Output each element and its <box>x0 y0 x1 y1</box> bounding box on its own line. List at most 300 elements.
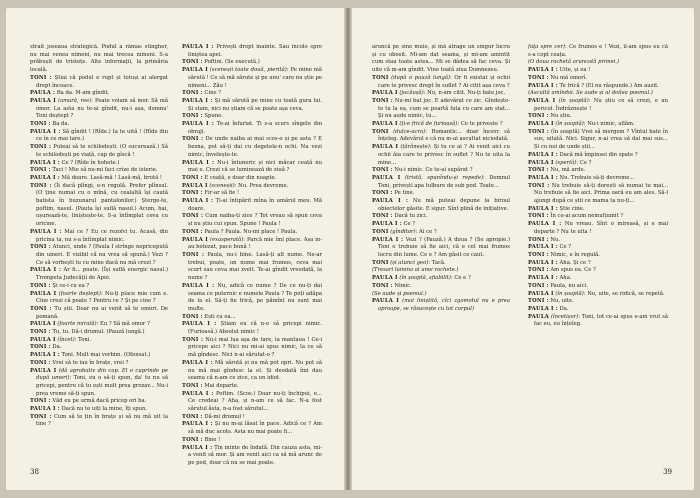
dialogue-line <box>30 352 168 360</box>
dialogue-text: Mă sărută și nu mă pot opri. Nu pot să nu mă mai gîndesc la el. Și deodată îmi dau seama că n-am ce zice, ca un idiot. <box>188 359 322 382</box>
speaker-name: PAULA I <box>528 121 554 128</box>
dialogue-line <box>182 59 322 67</box>
dialogue-line <box>372 267 510 275</box>
dialogue-line <box>182 383 322 391</box>
speaker-name: TONI : <box>182 413 203 420</box>
speaker-name: PAULA I : <box>30 228 62 235</box>
dialogue-text: aruncă pe sine muie, și mă atrage un singur lucru și cu obosit. Mi-am dat seama, și mi-am amintit cum stau toate astea... Mi se dădea să fac ceva. Și uite că m-am gîndit. Vine toată ziua Dumnezeu. <box>372 44 510 74</box>
dialogue-text: Cum naiba-ți zice ? Tot vreau să spun ceva și nu știu cui spun. Spune ! Paula ! <box>188 213 322 228</box>
dialogue-text: De unde naiba ai mai scos-o și pe asta ? E bezna, pot să-ți dai cu degetele-n ochi. Nu vezi nimic, învelește-te. <box>188 136 322 158</box>
dialogue-text: Nu mă omorî. <box>550 74 587 81</box>
right-page-column-1 <box>372 44 510 468</box>
speaker-name: PAULA I : <box>30 406 60 413</box>
dialogue-text: Să gîndit ! (Rîde.) Ia te uită ! (Rîde din ce în ce mai tare.) <box>36 128 168 143</box>
dialogue-line <box>528 129 668 152</box>
speaker-name: PAULA I : <box>182 44 214 50</box>
dialogue-text: Poftim. (Se execută.) <box>204 59 260 66</box>
dialogue-text: strait joseaua strategică. Podul a rămas stingher, nu mai venea nimeni, nu mai trecea nimeni. S-a prăbușit de tristețe. Alte informații, la primăria locală. <box>30 44 168 74</box>
dialogue-text: Dacă tu zici. <box>394 213 428 220</box>
dialogue-text: Paula ? Paula. Nu-mi place ! Paula. <box>204 228 298 235</box>
dialogue-line <box>182 175 322 183</box>
speaker-name: TONI : <box>528 213 549 220</box>
right-page-number: 39 <box>663 468 672 476</box>
dialogue-line <box>372 75 510 90</box>
stage-direction: (mai liniștită, cîci zgomotul nu e prea aproape, se răsucește cu tot corpul) <box>378 298 510 312</box>
dialogue-line <box>372 175 510 190</box>
dialogue-text: Aha. <box>559 275 572 282</box>
dialogue-line <box>528 98 668 113</box>
speaker-name: TONI <box>372 228 389 235</box>
dialogue-line <box>528 90 668 98</box>
dialogue-line <box>182 90 322 98</box>
dialogue-text: : Ce ? <box>576 159 592 166</box>
dialogue-text: : Nu, n-am citit. Nu-ți bate joc. <box>423 90 506 97</box>
speaker-name: PAULA I <box>182 182 208 189</box>
dialogue-text: Paula, nu aici. <box>550 282 588 289</box>
dialogue-text: Am spus ea. Ce ? <box>550 267 596 274</box>
speaker-name: PAULA I <box>372 275 398 282</box>
dialogue-text: : Toni, eu o să-ți spun, da' tu nu să pricepi, pentru că tu ești mult prea grozav... Nu-i prea vreme să-ți spun. <box>36 375 168 397</box>
dialogue-line <box>182 321 322 336</box>
dialogue-text: : Ai ce ? <box>415 228 437 235</box>
stage-direction: (jucăușă) <box>399 90 424 97</box>
dialogue-text: Ba da. <box>52 121 70 128</box>
dialogue-text: Taci ! Mie să nu-mi faci crize de isterie. <box>52 167 158 174</box>
speaker-name: PAULA I <box>372 174 401 181</box>
speaker-name: TONI : <box>182 136 204 143</box>
speaker-name: TONI : <box>182 436 203 443</box>
speaker-name: TONI : <box>30 413 52 420</box>
speaker-name: TONI : <box>372 213 393 220</box>
dialogue-line <box>182 437 322 445</box>
dialogue-text: Știai că podul e rupt și totuși ai alergat drept încoace. <box>36 74 168 89</box>
speaker-name: PAULA I <box>30 367 57 374</box>
dialogue-text: Dacă mă împinsei din spate ? <box>559 151 638 158</box>
dialogue-text: Pe tine. <box>394 190 415 197</box>
dialogue-text: Te-ai înfuriat. Ți s-a scurs sîngele din obraji. <box>188 121 322 135</box>
dialogue-text: : Eu ? Să mă omor ? <box>96 321 150 328</box>
dialogue-line <box>182 421 322 436</box>
dialogue-text: Toni. Mult mai vorbim. (Ofensat.) <box>61 352 151 359</box>
dialogue-text: Nu știu. <box>550 113 572 120</box>
speaker-name: TONI : <box>528 298 549 305</box>
speaker-name: PAULA I <box>372 121 398 128</box>
dialogue-line <box>30 167 168 175</box>
dialogue-text: : Nu. Prea devreme. <box>234 182 289 189</box>
dialogue-text: Paula, nu-i bine. Lasă-ți alt nume. Ne-ar trebui, poate, un nume mai frumos, ceva mai scurt sau ceva mai zvelt. Te-ai gîndit vreodată, la nume ? <box>188 251 322 282</box>
dialogue-line <box>30 368 168 399</box>
dialogue-line <box>182 198 322 213</box>
dialogue-line <box>182 360 322 383</box>
dialogue-text: Cum să te țin în brațe și să nu mă uit la tine ? <box>36 413 168 428</box>
speaker-name: TONI : <box>30 282 51 289</box>
speaker-name: PAULA I <box>30 336 56 343</box>
dialogue-text: Fir-ar să fie ! <box>204 190 240 197</box>
speaker-name: PAULA I : <box>30 352 60 359</box>
dialogue-text: Vezi ? (Pauză.) A doua ? (Se apropie.) Toni o trebuie să fie aici, că e cel mai frumos lucru din lume. Ce e ? Am găsit ce caut. <box>378 236 510 258</box>
stage-direction: (gînditor) <box>390 228 416 235</box>
dialogue-text: Mai departe. <box>204 382 239 389</box>
dialogue-line <box>182 44 322 59</box>
speaker-name: TONI : <box>182 90 203 97</box>
speaker-name: PAULA I : <box>182 359 213 366</box>
dialogue-text: : Toni. <box>74 336 92 343</box>
dialogue-text: Și nu m-ai lăsat în pace. Adică ce ? Am să mă duc acolo. Asta nu mai poate fi... <box>188 421 322 436</box>
dialogue-line <box>528 244 668 252</box>
speaker-name: PAULA I : <box>182 444 213 451</box>
speaker-name: TONI <box>372 74 389 81</box>
dialogue-text: Nimic, e în regulă. <box>550 251 600 258</box>
dialogue-text: Da. <box>52 344 62 351</box>
dialogue-line <box>182 160 322 175</box>
dialogue-text: Ba da. M-am gîndit. <box>56 90 110 97</box>
dialogue-text: Dacă nu te uiți la mine, îți spun. <box>61 406 148 413</box>
stage-direction: (exasperată) <box>209 236 244 243</box>
dialogue-text: Ți-ai întipărit mîna în umărul meu. Mă doare. <box>188 198 322 212</box>
dialogue-line <box>182 190 322 198</box>
dialogue-line <box>182 283 322 314</box>
dialogue-text: Nu, mă arde. <box>550 167 586 174</box>
dialogue-line <box>30 75 168 90</box>
dialogue-line <box>30 229 168 244</box>
dialogue-line <box>372 167 510 175</box>
speaker-name: PAULA I : <box>182 282 215 289</box>
speaker-name: PAULA I <box>372 144 399 151</box>
dialogue-text: Vrei să te iau în brațe, vrei ? <box>52 359 129 366</box>
speaker-name: PAULA I : <box>182 121 215 128</box>
stage-direction: fața spre cer) <box>528 44 565 50</box>
speaker-name: PAULA I <box>372 298 400 305</box>
stage-direction: (țărănește) <box>400 144 430 151</box>
stage-direction: (în șoaptă) <box>558 97 589 104</box>
speaker-name: PAULA I : <box>372 198 409 205</box>
dialogue-text: (în șoaptă) Vrei să mergem ? Vîntul bate în sus, uitată. Nici. Sigur, n-ai vrea să dai mai sus... Și cu noi de unde știi... <box>534 128 668 151</box>
dialogue-line <box>30 144 168 159</box>
speaker-name: PAULA I : <box>528 151 558 158</box>
right-page <box>352 8 694 490</box>
speaker-name: TONI : <box>528 167 549 174</box>
dialogue-text: Uite, și ea ! <box>559 67 591 74</box>
speaker-name: PAULA : <box>30 90 56 97</box>
speaker-name: TONI : <box>528 182 550 189</box>
stage-direction: (dă aprobativ din cap. El o cuprinde pe după umeri) <box>36 367 168 382</box>
dialogue-text: : Or fi existat și ochii care te privesc drept în suflet ? Ai citit așa ceva ? <box>378 74 510 89</box>
speaker-name: PAULA I <box>528 290 554 297</box>
speaker-name: TONI : <box>528 128 549 135</box>
speaker-name: TONI : <box>182 190 203 197</box>
dialogue-text: : Romantic... doar încerc să înțeleg. Adevărul e că nu m-ai ascultat niciodată. <box>378 128 510 143</box>
dialogue-text: Tu știi. Doar nu ai venit să te omori. De pomană. <box>36 305 168 320</box>
speaker-name: PAULA I : <box>182 421 213 428</box>
dialogue-line <box>528 167 668 175</box>
speaker-name: PAULA I <box>528 97 556 104</box>
stage-direction: (foarte mirată) <box>57 321 97 328</box>
stage-direction: (ți-e frică de furioasă) <box>399 121 458 128</box>
dialogue-line <box>372 44 510 75</box>
speaker-name: PAULA I : <box>528 205 558 212</box>
dialogue-line <box>182 136 322 159</box>
dialogue-line <box>528 237 668 245</box>
dialogue-line <box>372 298 510 313</box>
dialogue-line <box>182 98 322 113</box>
speaker-name: TONI : <box>30 144 52 151</box>
dialogue-text: Nimic. <box>394 282 412 289</box>
speaker-name: TONI : <box>182 313 203 320</box>
speaker-name: PAULA I : <box>182 159 215 166</box>
dialogue-line <box>528 59 668 67</box>
speaker-name: PAULA I : <box>182 321 217 328</box>
dialogue-text: Tu, tu. Dă-i drumul. (Pauză lungă.) <box>52 329 145 336</box>
dialogue-line <box>528 306 668 314</box>
speaker-name: TONI : <box>182 228 203 235</box>
dialogue-text: : Nu-i nimic, aflăm. <box>583 121 635 128</box>
speaker-name: TONI : <box>182 251 205 258</box>
dialogue-text: Spune. <box>204 113 223 120</box>
dialogue-line <box>372 129 510 144</box>
speaker-name: PAULA I <box>528 159 554 166</box>
dialogue-line <box>30 175 168 183</box>
dialogue-text: Nu-i întuneric și nici măcar ceață nu mai e. Crezi că se luminează de ziuă ? <box>188 159 322 174</box>
dialogue-text: : Pe mine mă sărută ! Ce să mă sărute și pe unu' care nu știe pe nimeni... Zău ! <box>188 67 322 89</box>
dialogue-text: : Domnul Toni, privești apa tulbure de sub pod. Toate... <box>378 174 510 189</box>
speaker-name: PAULA I : <box>528 221 562 228</box>
left-page-column-2 <box>182 44 322 468</box>
dialogue-text: E ceață, e doar din noapte. <box>204 174 277 181</box>
stage-direction: (amară, ree) <box>57 97 92 104</box>
dialogue-line <box>372 144 510 167</box>
stage-direction: (O doua rachetă aruncată primei.) <box>528 59 620 66</box>
dialogue-line <box>372 213 510 221</box>
speaker-name: TONI : <box>182 382 203 389</box>
speaker-name: PAULA I : <box>528 305 558 312</box>
dialogue-text: Nu, uite. <box>550 298 574 305</box>
speaker-name: PAULA I : <box>528 67 558 74</box>
dialogue-text: : Parcă mie îmi place. Asa m-au botezat, pace bună ! <box>188 236 322 251</box>
dialogue-line <box>528 314 668 329</box>
dialogue-text: : Nu-ți place mie cum e. Cine crezi că poate ? Pentru ce ? Și pe cine ? <box>36 290 168 305</box>
stage-direction: (în șoaptă, sfiabilit) <box>399 275 451 282</box>
speaker-name: PAULA I : <box>528 259 558 266</box>
dialogue-line <box>182 121 322 136</box>
speaker-name: PAULA I <box>30 321 56 328</box>
speaker-name: TONI : <box>182 174 203 181</box>
speaker-name: PAULA I : <box>30 159 60 166</box>
dialogue-line <box>528 175 668 183</box>
speaker-name: TONI : <box>372 190 393 197</box>
dialogue-text: În ce-ai acum nemulțumit ? <box>550 213 624 220</box>
dialogue-text: Nu. <box>550 236 561 243</box>
dialogue-line <box>30 414 168 429</box>
dialogue-line <box>30 283 168 291</box>
speaker-name: TONI : <box>30 182 52 189</box>
dialogue-line <box>528 67 668 75</box>
dialogue-line <box>30 129 168 144</box>
stage-direction: (Se aude și poemul.) <box>372 290 427 297</box>
dialogue-line <box>182 229 322 237</box>
dialogue-line <box>528 221 668 236</box>
left-page-column-1 <box>30 44 168 468</box>
speaker-name: TONI : <box>30 74 52 81</box>
speaker-name: PAULA I : <box>372 236 404 243</box>
speaker-name: PAULA I <box>372 90 398 97</box>
dialogue-text: : Și tu ce ai ? Ai venit aici cu ochii ăia care te privesc în suflet ? Nu te uita la mine... <box>378 144 510 166</box>
speaker-name: TONI : <box>528 74 549 81</box>
dialogue-line <box>30 398 168 406</box>
dialogue-line <box>528 291 668 299</box>
speaker-name: TONI : <box>30 167 51 174</box>
speaker-name: TONI : <box>30 305 52 312</box>
speaker-name: TONI : <box>182 336 204 343</box>
dialogue-text: Dă-mi drumul ! <box>204 413 245 420</box>
speaker-name: TONI : <box>30 244 51 251</box>
stage-direction: (și atunci geo) <box>390 259 429 266</box>
stage-direction: (sceneșii) <box>209 182 235 189</box>
dialogue-line <box>30 183 168 229</box>
dialogue-text: : Ce frumos e ! Vezi, îl-am spus eu că s-a copt ceața. <box>528 44 668 58</box>
stage-direction: (Tresari lumina ai unei rachete.) <box>372 267 459 274</box>
dialogue-text: : Tacă. <box>428 259 446 266</box>
dialogue-text: Nu-i mai lua așa de tare, la mantaua ! Ce-i pricepe aici ? Nici nu mi-ai spus nimic, la ce să mă gîndesc. Nici n-ai sărutat-o ? <box>188 336 322 359</box>
dialogue-text: Te frică ? (El nu răspunde.) Am auzit. <box>559 82 659 89</box>
dialogue-line <box>182 252 322 283</box>
dialogue-line <box>528 183 668 206</box>
stage-direction: (încet) <box>57 336 75 343</box>
dialogue-text: Cine ? <box>204 90 222 97</box>
speaker-name: TONI : <box>372 282 393 289</box>
dialogue-line <box>30 244 168 267</box>
dialogue-line <box>30 329 168 337</box>
right-page-column-2 <box>528 44 668 468</box>
speaker-name: TONI : <box>30 344 51 351</box>
dialogue-text: Ce ? (Rîde în hohote.) <box>61 159 120 166</box>
dialogue-text: Știam eu că n-o să pricepi nimic. (Furioasă.) Absolut nimic ! <box>188 321 322 336</box>
stage-direction: (tristă, spunîndu-și repede) <box>404 174 484 181</box>
speaker-name: TONI : <box>182 213 204 220</box>
dialogue-line <box>182 445 322 468</box>
dialogue-text: Și mă sărută pe mine cu toată gura lui. Și stam, nici nu știam că se poate așa ceva. <box>188 97 322 112</box>
dialogue-text: Nu vreau. Sînt o mireasă, și e mai departe ? Nu te uita ! <box>534 221 668 235</box>
dialogue-text: Ar fi... poate. (Își suflă energic nasul.) Trompeta Judecății de Apoi. <box>36 267 168 282</box>
speaker-name: TONI : <box>528 236 549 243</box>
dialogue-line <box>30 291 168 306</box>
dialogue-text: (Îi dacă plîngi, e-n regulă. Prefer plînsul. (O ține numai cu o mînă, cu cealaltă își caută batista în buzunarul pantalonilor.) Șterge-te, poftim, nasul. (Pauta își suflă nasul.) Acum, hai, ușurează-te, liniștește-te. S-a întîmplat ceva cu oricine. <box>36 182 168 228</box>
speaker-name: TONI : <box>528 282 549 289</box>
left-page-number: 38 <box>30 468 39 476</box>
dialogue-line <box>182 391 322 414</box>
dialogue-text: : Nu, uite, se ridică, se repetă. <box>583 290 665 297</box>
dialogue-line <box>372 229 510 237</box>
dialogue-text: Atunci, unde ? (Paula I strînge nepricepută din umeri. E vizibil că nu vrea să spună.) Vezi ? Ce să vorbești tu cu mine dacă nu mă crezi ? <box>36 244 168 266</box>
stage-direction: (sceneșii toate două, pierită) <box>209 67 287 74</box>
dialogue-line <box>182 67 322 90</box>
speaker-name: PAULA I : <box>182 390 214 397</box>
dialogue-text: Ești cu ea... <box>204 313 236 320</box>
dialogue-line <box>528 260 668 268</box>
speaker-name: TONI <box>372 259 389 266</box>
speaker-name: PAULA I : <box>528 82 558 89</box>
dialogue-line <box>528 121 668 129</box>
speaker-name: PAULA I : <box>528 244 558 251</box>
dialogue-line <box>528 252 668 260</box>
dialogue-text: : Toni, tot ce-ai spus e-am vrut să fac eu, eu înțeleg. <box>534 313 668 328</box>
dialogue-line <box>528 283 668 291</box>
stage-direction: (Ascultă amîndoi. Se aude și al doilea poemul.) <box>528 90 653 97</box>
dialogue-line <box>528 113 668 121</box>
speaker-name: PAULA I <box>30 290 57 297</box>
dialogue-line <box>372 237 510 260</box>
dialogue-line <box>372 283 510 291</box>
speaker-name: PAULA I : <box>182 198 214 205</box>
dialogue-line <box>528 267 668 275</box>
speaker-name: PAULA I <box>182 236 208 243</box>
dialogue-text: Puteai să te schilodești. (O sucurează.) Să te schilodești pe viață, cap de gîscă ! <box>36 144 168 158</box>
dialogue-line <box>30 44 168 75</box>
speaker-name: PAULA I : <box>528 275 558 282</box>
dialogue-line <box>30 337 168 345</box>
book-gutter <box>344 8 352 490</box>
dialogue-text: : Poate voiam să mor. Să mă omor. La asta nu te-ai gîndit, nu-i așa, domnu' Toni deștept ? <box>36 97 168 120</box>
speaker-name: TONI : <box>30 121 51 128</box>
stage-direction: (spertă) <box>555 159 577 166</box>
speaker-name: TONI : <box>528 251 549 258</box>
speaker-name: TONI : <box>30 398 51 405</box>
dialogue-text: Și ce-i cu ea ? <box>52 282 90 289</box>
dialogue-text: : Ce e ? <box>450 275 471 282</box>
dialogue-text: Nu. Trebuie să-ți devreme... <box>559 174 635 181</box>
dialogue-text: Nu-mi bat joc. E adevărat ce zic. Gîndește-te tu la ea, cum se poartă fata cu care am stat... Și nu aude nimic, tu... <box>378 97 510 120</box>
speaker-name: PAULA I <box>182 67 208 74</box>
speaker-name: PAULA I : <box>528 174 558 181</box>
dialogue-line <box>372 121 510 129</box>
dialogue-line <box>30 98 168 121</box>
dialogue-line <box>30 321 168 329</box>
left-page <box>6 8 344 490</box>
speaker-name: TONI : <box>30 329 51 336</box>
dialogue-line <box>528 275 668 283</box>
dialogue-line <box>372 275 510 283</box>
speaker-name: PAULA I : <box>30 128 61 135</box>
stage-direction: (în șoaptă) <box>555 290 584 297</box>
dialogue-line <box>372 90 510 98</box>
dialogue-text: Poftim. (Scos.) Doar nu-ți închipui, e... Ce credeai ? Aha, și n-am ce să fac. N-a fost sărutul ăsta, n-a fost sărutul... <box>188 390 322 413</box>
dialogue-text: Nu-i nimic. Ce te-ai supărat ? <box>394 167 473 174</box>
stage-direction: (în șoaptă) <box>555 121 584 128</box>
dialogue-text: : Nu știu ce să crezi, e un pericol. Îndrăznește ! <box>534 97 668 112</box>
dialogue-text: Mai ce ? Eu ce rezolvi tu. Acasă, din pricina ta, nu s-a întîmplat nimic. <box>36 228 168 243</box>
dialogue-line <box>182 213 322 228</box>
speaker-name: PAULA I <box>30 97 56 104</box>
dialogue-line <box>528 44 668 59</box>
dialogue-line <box>182 337 322 360</box>
speaker-name: TONI : <box>528 113 549 120</box>
dialogue-text: Ce ? <box>403 221 416 228</box>
dialogue-text: Țin minte de îndată. Din cauza asta, mi-a venit să mor. Și am venit aici ca să mă arunc de pe pod, doar că nu se mai poate. <box>188 444 322 466</box>
speaker-name: PAULA I : <box>30 174 60 181</box>
speaker-name: TONI : <box>182 113 203 120</box>
stage-direction: (după o pauză lungă) <box>391 74 451 81</box>
speaker-name: PAULA I : <box>372 221 402 228</box>
speaker-name: TONI : <box>372 167 393 174</box>
speaker-name: TONI : <box>30 359 51 366</box>
stage-direction: (dulce-acra) <box>393 128 426 135</box>
speaker-name: TONI : <box>372 97 393 104</box>
speaker-name: TONI <box>372 128 389 135</box>
dialogue-line <box>182 237 322 252</box>
dialogue-text: Bine ! <box>204 436 221 443</box>
dialogue-line <box>30 306 168 321</box>
dialogue-text: Nu, adică ce nume ? De ce nu-ți dai seama ce puternic e numele Paula ? Te poți adăpa de la el. Să-ți fie frică, pe pămînt nu sunt mai multe. <box>188 282 322 312</box>
dialogue-text: Știe cine. <box>559 205 585 212</box>
